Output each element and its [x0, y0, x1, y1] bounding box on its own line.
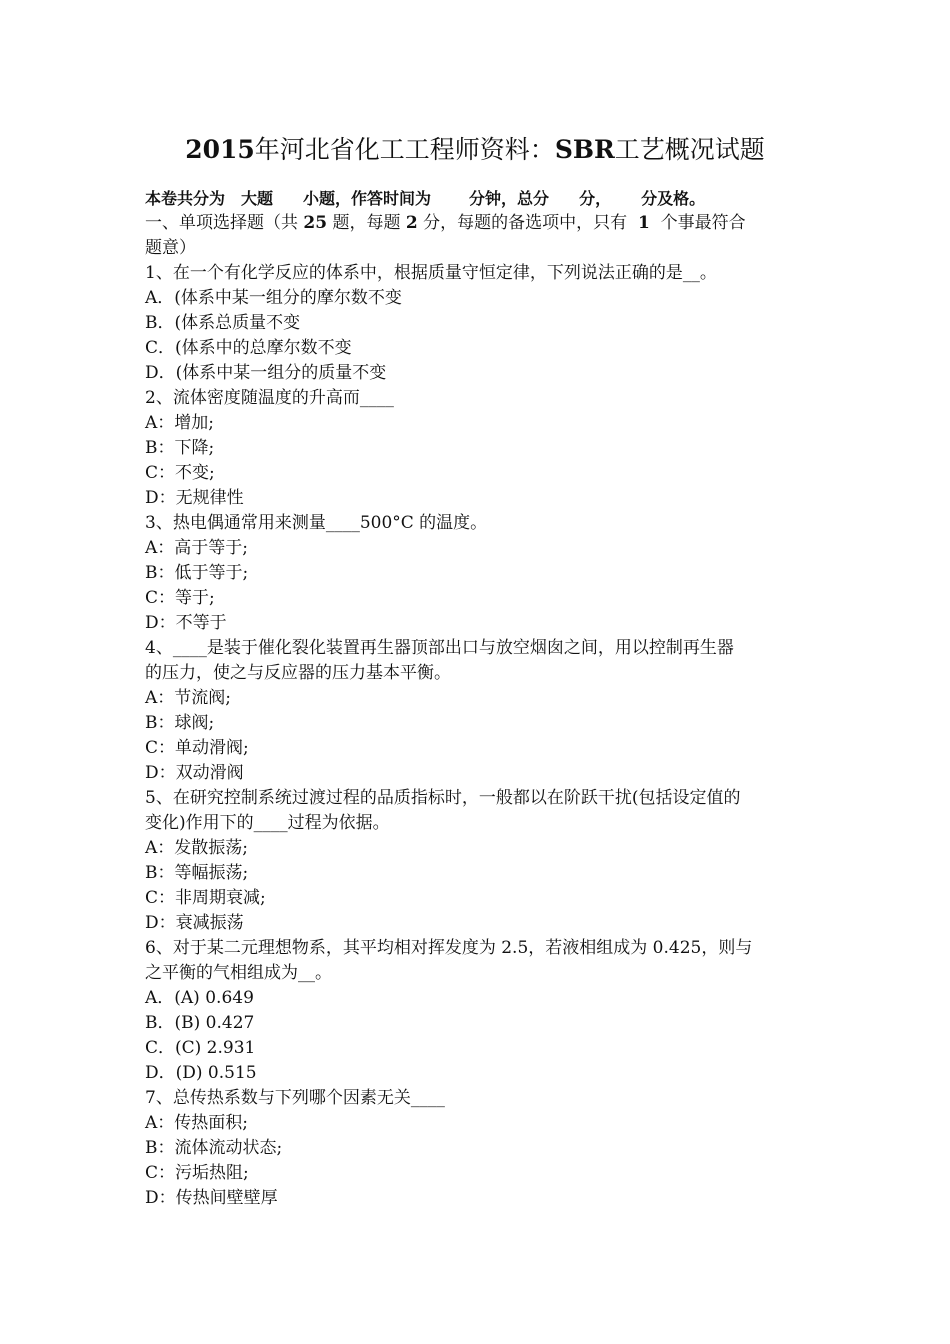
answer-option: A：节流阀;	[145, 688, 232, 708]
question-stem: 的压力，使之与反应器的压力基本平衡。	[145, 663, 451, 683]
section-part-b: 题，每题	[332, 213, 401, 233]
question-4	[145, 636, 810, 786]
document-body	[145, 186, 810, 1211]
question-list	[145, 261, 810, 1211]
answer-option: B：流体流动状态;	[145, 1138, 283, 1158]
question-1	[145, 261, 810, 386]
question-7	[145, 1086, 810, 1211]
question-stem: 之平衡的气相组成为__。	[145, 963, 332, 983]
question-stem: 变化)作用下的____过程为依据。	[145, 813, 390, 833]
answer-option: C：非周期衰减;	[145, 888, 266, 908]
title-part1: 年河北省化工工程师资料：	[254, 135, 555, 164]
answer-option: A．(A) 0.649	[145, 988, 254, 1008]
section-score: 2	[405, 213, 418, 233]
answer-option: C．(体系中的总摩尔数不变	[145, 338, 352, 358]
answer-option: B：等幅振荡;	[145, 863, 249, 883]
intro-part-f: 分及格。	[641, 189, 706, 208]
intro-part-c: 小题，作答时间为	[303, 189, 432, 208]
question-stem: 1、在一个有化学反应的体系中，根据质量守恒定律，下列说法正确的是__。	[145, 263, 717, 283]
answer-option: D．(体系中某一组分的质量不变	[145, 363, 387, 383]
section-part-a: 一、单项选择题（共	[145, 213, 298, 233]
answer-option: D：衰减振荡	[145, 913, 244, 933]
answer-option: A：增加;	[145, 413, 215, 433]
intro-part-a: 本卷共分为	[145, 189, 226, 208]
answer-option: A：传热面积;	[145, 1113, 249, 1133]
title-abbr: SBR	[554, 135, 615, 164]
question-stem: 2、流体密度随温度的升高而____	[145, 388, 394, 408]
title-year: 2015	[185, 135, 255, 164]
question-6	[145, 936, 810, 1086]
section-heading	[145, 211, 810, 236]
title-part2: 工艺概况试题	[614, 135, 765, 164]
answer-option: D：双动滑阀	[145, 763, 244, 783]
exam-intro	[145, 186, 810, 211]
question-stem: 3、热电偶通常用来测量____500°C 的温度。	[145, 513, 488, 533]
question-stem: 4、____是装于催化裂化装置再生器顶部出口与放空烟囱之间，用以控制再生器	[145, 638, 734, 658]
answer-option: A．(体系中某一组分的摩尔数不变	[145, 288, 402, 308]
section-heading-cont: 题意）	[145, 238, 196, 258]
answer-option: D：不等于	[145, 613, 227, 633]
answer-option: C：单动滑阀;	[145, 738, 249, 758]
answer-option: B：低于等于;	[145, 563, 249, 583]
question-3	[145, 511, 810, 636]
section-part-c: 分，每题的备选项中，只有	[423, 213, 628, 233]
answer-option: C．(C) 2.931	[145, 1038, 256, 1058]
document-title	[0, 132, 950, 168]
answer-option: C：不变;	[145, 463, 215, 483]
question-2	[145, 386, 810, 511]
intro-part-b: 大题	[241, 189, 274, 208]
section-one: 1	[637, 213, 650, 233]
intro-part-e: 分，	[579, 189, 612, 208]
question-stem: 7、总传热系数与下列哪个因素无关____	[145, 1088, 445, 1108]
question-stem: 6、对于某二元理想物系，其平均相对挥发度为 2.5，若液相组成为 0.425，则与	[145, 938, 753, 958]
answer-option: B．(体系总质量不变	[145, 313, 301, 333]
question-5	[145, 786, 810, 936]
answer-option: B．(B) 0.427	[145, 1013, 255, 1033]
answer-option: A：高于等于;	[145, 538, 249, 558]
answer-option: B：下降;	[145, 438, 215, 458]
answer-option: B：球阀;	[145, 713, 215, 733]
answer-option: D：无规律性	[145, 488, 244, 508]
answer-option: C：等于;	[145, 588, 215, 608]
section-count: 25	[303, 213, 328, 233]
answer-option: A：发散振荡;	[145, 838, 249, 858]
answer-option: D．(D) 0.515	[145, 1063, 257, 1083]
question-stem: 5、在研究控制系统过渡过程的品质指标时，一般都以在阶跃干扰(包括设定值的	[145, 788, 741, 808]
answer-option: C：污垢热阻;	[145, 1163, 249, 1183]
intro-part-d: 分钟，总分	[469, 189, 550, 208]
section-part-d: 个事最符合	[660, 213, 746, 233]
answer-option: D：传热间壁壁厚	[145, 1188, 278, 1208]
